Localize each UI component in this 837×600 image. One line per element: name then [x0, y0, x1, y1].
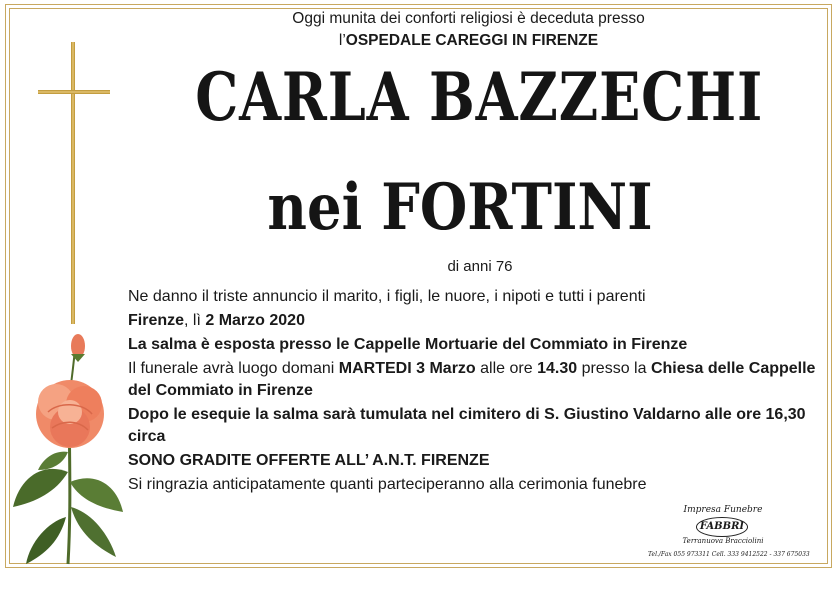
hospital-line: l’OSPEDALE CAREGGI IN FIRENZE	[338, 32, 599, 49]
cross-icon-vertical	[71, 42, 75, 324]
announcement-body	[128, 286, 828, 498]
place-date-line: Firenze, lì 2 Marzo 2020	[128, 312, 305, 329]
family-line: Ne danno il triste annuncio il marito, i figli, le nuore, i nipoti e tutti i parenti	[128, 288, 646, 305]
agency-contacts: Tel./Fax 055 973311 Cell. 333 9412522 - 337 675033	[648, 551, 810, 558]
deceased-name: CARLA BAZZECHI	[195, 58, 764, 136]
viewing-line: La salma è esposta presso le Cappelle Mortuarie del Commiato in Firenze	[128, 336, 688, 353]
rose-icon	[8, 332, 128, 567]
agency-type: Impresa Funebre	[683, 505, 763, 515]
burial-line: Dopo le esequie la salma sarà tumulata nel cimitero di S. Giustino Valdarno alle ore 16,30 circa	[128, 406, 806, 445]
married-name: nei FORTINI	[267, 170, 653, 245]
funeral-line: Il funerale avrà luogo domani MARTEDI 3 Marzo alle ore 14.30 presso la Chiesa delle Cappelle del Commiato in Firenze	[128, 360, 816, 399]
agency-town: Terranuova Bracciolini	[682, 537, 764, 545]
funeral-agency-logo	[668, 505, 778, 555]
age: di anni 76	[447, 258, 513, 275]
donations-line: SONO GRADITE OFFERTE ALL’ A.N.T. FIRENZE	[128, 452, 490, 469]
cross-icon-horizontal	[38, 90, 110, 94]
intro-line: Oggi munita dei conforti religiosi è deceduta presso	[292, 10, 645, 27]
thanks-line: Si ringrazia anticipatamente quanti parteciperanno alla cerimonia funebre	[128, 476, 647, 493]
agency-name: FABBRI	[696, 517, 748, 537]
